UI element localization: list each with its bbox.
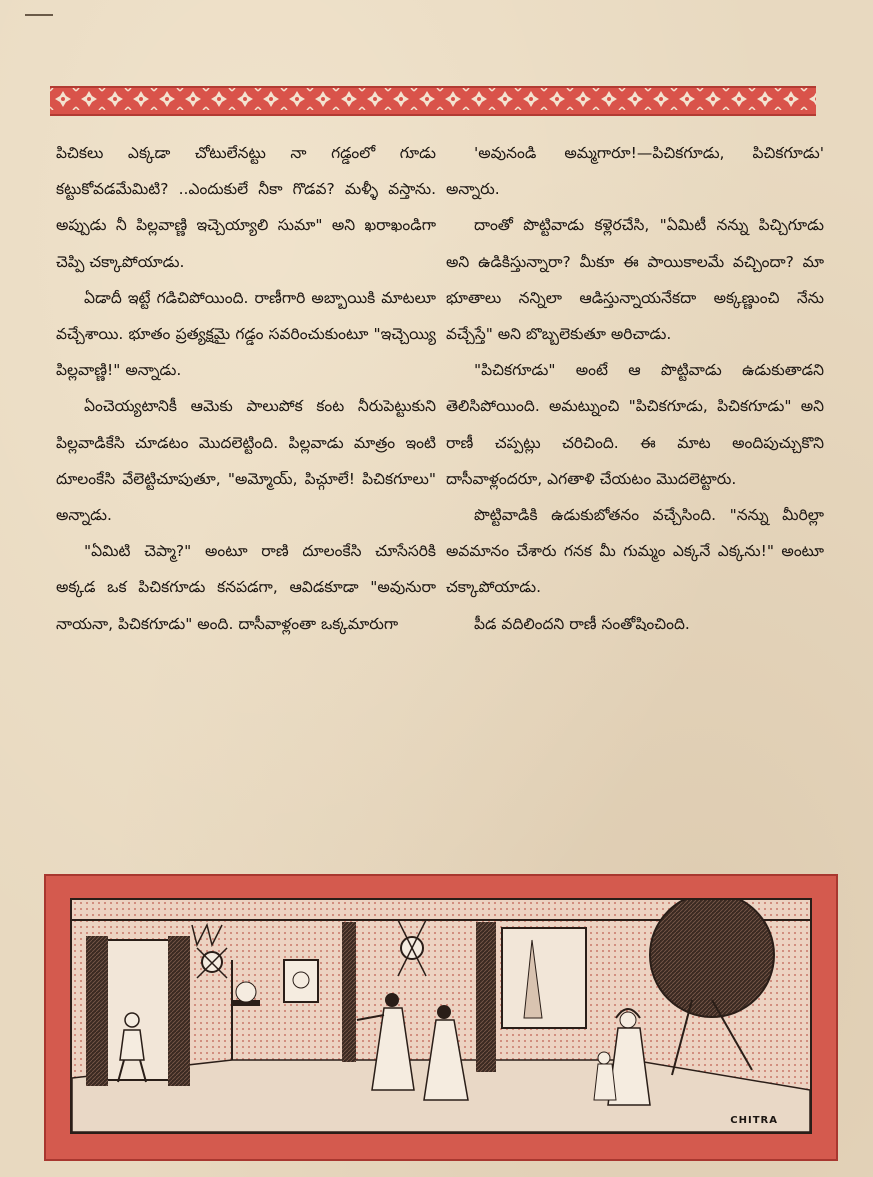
illustration-frame xyxy=(44,874,838,1161)
story-illustration xyxy=(70,898,812,1134)
decorative-border-strip xyxy=(50,86,816,116)
right-text-column xyxy=(446,135,824,642)
paragraph: "పిచికగూడు" అంటే ఆ పొట్టివాడు ఉడుకుతాడని తెలిసిపోయింది. అమట్నుంచి "పిచికగూడు, పిచికగూడు" అని రాణీ చప్పట్లు చరిచింది. ఈ మాట అందిపుచ్చుకొని దాసీవాళ్లందరూ, ఎగతాళి చేయటం మొదలెట్టారు. xyxy=(446,361,824,488)
room-scene-illustration xyxy=(72,900,810,1132)
paragraph: 'అవునండి అమ్మగారూ!—పిచికగూడు, పిచికగూడు' అన్నారు. xyxy=(446,144,824,199)
paragraph: పీడ వదిలిందని రాణీ సంతోషించింది. xyxy=(474,614,690,633)
paragraph: ఏంచెయ్యటానికీ ఆమెకు పాలుపోక కంట నీరుపెట్టుకుని పిల్లవాడికేసి చూడటం మొదలెట్టింది. పిల్లవాడు మాత్రం ఇంటి దూలంకేసి వేలెట్టిచూపుతూ, "అమ్మోయ్, పిచ్గూలే! పిచికగూలు" అన్నాడు. xyxy=(56,397,436,525)
left-text-column xyxy=(56,135,436,642)
paragraph: పిచికలు ఎక్కడా చోటులేనట్టు నా గడ్డంలో గూడు కట్టుకోవడమేమిటి? ..ఎందుకులే నీకా గొడవ? మళ్ళీ వస్తాను. అప్పుడు నీ పిల్లవాణ్ణి ఇచ్చెయ్యాలి సుమా" అని ఖరాఖండిగా చెప్పి చక్కాపోయాడు. xyxy=(56,144,436,271)
paragraph: ఏడాదీ ఇట్టే గడిచిపోయింది. రాణీగారి అబ్బాయికి మాటలూ వచ్చేశాయి. భూతం ప్రత్యక్షమై గడ్డం సవరించుకుంటూ "ఇచ్చెయ్యి పిల్లవాణ్ణి!" అన్నాడు. xyxy=(56,288,436,380)
ornament-pattern-icon xyxy=(50,88,816,110)
paragraph: పొట్టివాడికి ఉడుకుబోతనం వచ్చేసింది. "నన్ను మీరిల్లా అవమానం చేశారు గనక మీ గుమ్మం ఎక్కనే ఎక్కను!" అంటూ చక్కాపోయాడు. xyxy=(446,506,824,597)
paragraph: "ఏమిటి చెప్మా?" అంటూ రాణి దూలంకేసి చూసేసరికి అక్కడ ఒక పిచికగూడు కనపడగా, ఆవిడకూడా "అవునురా నాయనా, పిచికగూడు" అంది. దాసీవాళ్లంతా ఒక్కమారుగా xyxy=(56,542,436,633)
paragraph: దాంతో పొట్టివాడు కళ్లెరచేసి, "ఏమిటీ నన్ను పిచ్చిగూడు అని ఉడికిస్తున్నారా? మీకూ ఈ పాయికాలమే వచ్చిందా? మా భూతాలు నన్నిలా ఆడిస్తున్నాయనేకదా అక్కణ్ణుంచి నేను వచ్చేస్తే" అని బొబ్బలెకుతూ అరిచాడు. xyxy=(446,216,824,344)
artist-signature: CHITRA xyxy=(730,1115,778,1126)
top-corner-rule xyxy=(25,14,53,16)
